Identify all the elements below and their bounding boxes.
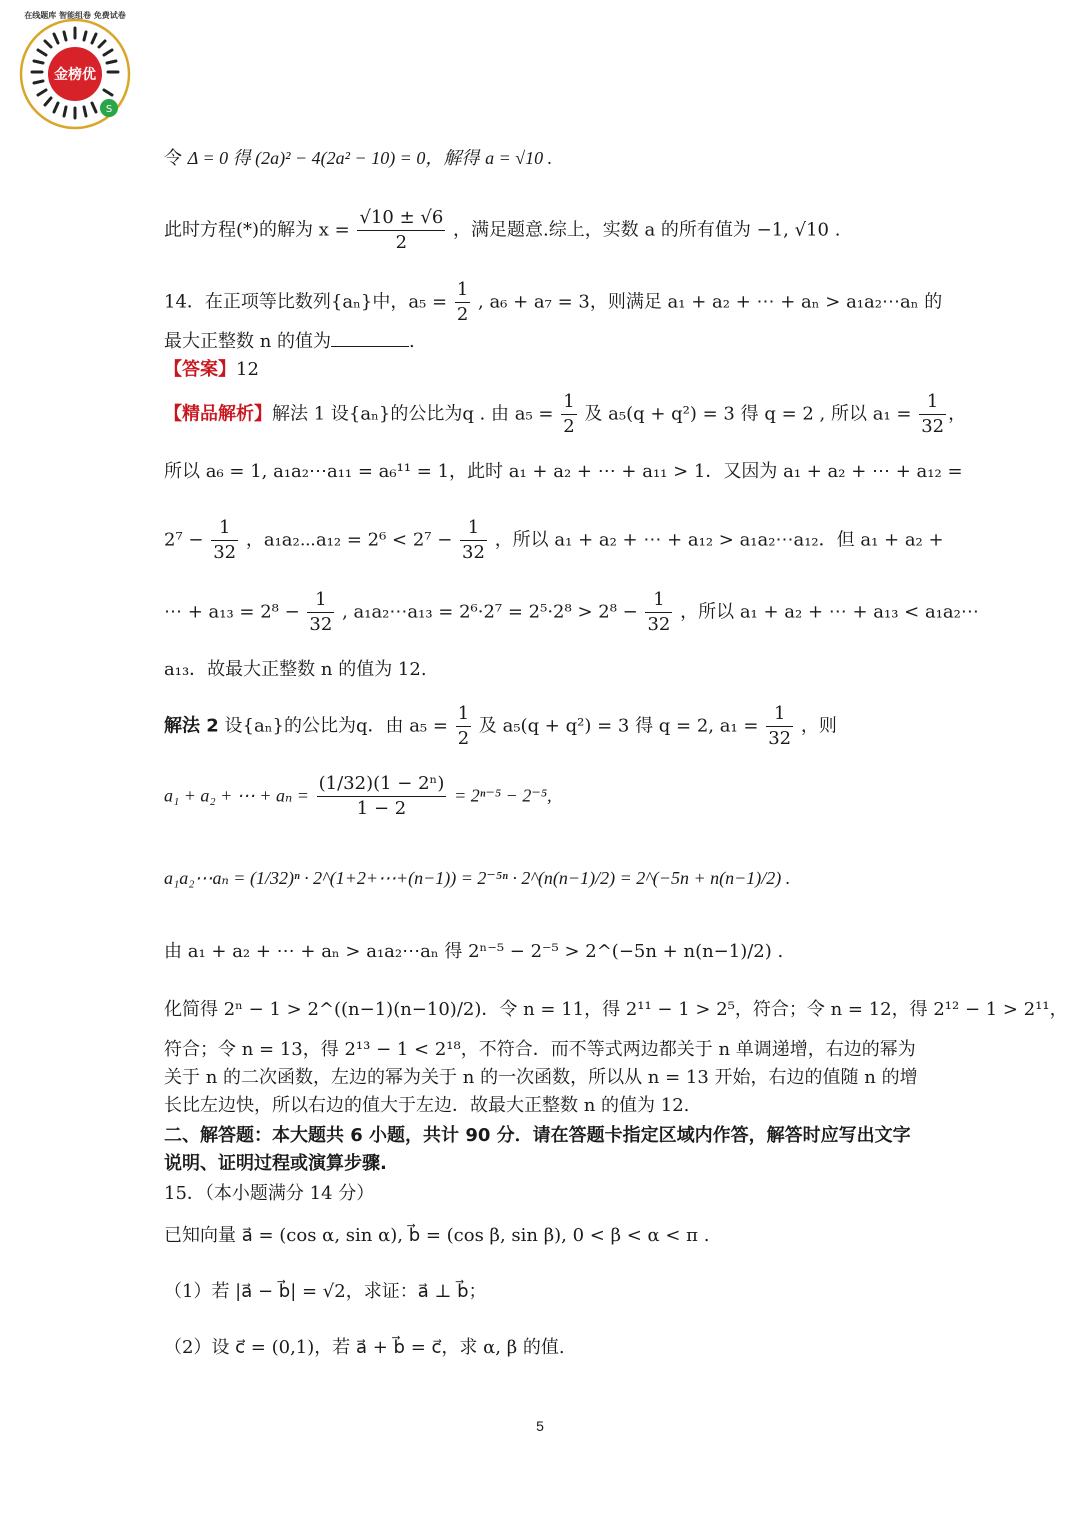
text: ，所以 a₁ + a₂ + ⋯ + a₁₂ > a₁a₂⋯a₁₂．但 a₁ + a₂ + [494, 529, 944, 551]
text: 解法 1 设{aₙ}的公比为q . 由 a₅ = [272, 403, 554, 425]
denominator: 1 − 2 [356, 798, 407, 819]
answer [164, 358, 259, 382]
fraction [357, 206, 445, 255]
numerator: 1 [307, 588, 334, 613]
math: a₁ + a₂ + ⋯ + aₙ = [164, 785, 309, 806]
denominator: 2 [395, 232, 408, 253]
solution-2-line1 [164, 702, 837, 751]
text: 及 a₅(q + q²) = 3 得 q = 2, a₁ = [478, 715, 759, 737]
question-14-line2 [164, 330, 415, 354]
math: a = √10 . [485, 148, 553, 168]
text: ，a₁a₂⋯a₁₂ = 2⁶ < 2⁷ − [245, 529, 453, 551]
fraction [766, 702, 793, 751]
line-solution [164, 206, 840, 255]
numerator: 1 [561, 390, 576, 415]
question-15-title: 15．（本小题满分 14 分） [164, 1183, 375, 1204]
math: a₁a₂⋯aₙ = (1/32)ⁿ · 2^(1+2+⋯+(n−1)) = 2⁻⁵ⁿ · 2^(n(n−1)/2) = 2^(−5n + n(n−1)/2) . [164, 868, 791, 888]
solution-1-line3 [164, 516, 944, 565]
solution-1-line2 [164, 460, 963, 484]
denominator: 32 [462, 542, 485, 563]
text: , a₁a₂⋯a₁₃ = 2⁶·2⁷ = 2⁵·2⁸ > 2⁸ − [342, 601, 638, 623]
text: 14．在正项等比数列{aₙ}中，a₅ = [164, 291, 448, 313]
simplify-line [164, 998, 1068, 1022]
sum-formula [164, 772, 552, 821]
denominator: 32 [768, 728, 792, 749]
answer-blank [331, 330, 409, 347]
text: ，满足题意.综上，实数 a 的所有值为 −1, √10 . [453, 219, 841, 241]
math: Δ = 0 得 (2a)² − 4(2a² − 10) = 0，解得 [187, 148, 480, 168]
fraction [645, 588, 672, 637]
numerator: 1 [919, 390, 946, 415]
fraction [307, 588, 334, 637]
section-heading: 二、解答题：本大题共 6 小题，共计 90 分．请在答题卡指定区域内作答，解答时应写出文字说明、证明过程或演算步骤. [164, 1125, 911, 1174]
solution-1-line1 [164, 390, 966, 439]
numerator: 1 [456, 702, 471, 727]
text: （2）设 c⃗ = (0,1)，若 a⃗ + b⃗ = c⃗，求 α, β 的值. [164, 1337, 565, 1358]
svg-text:S: S [105, 104, 113, 115]
text: 已知向量 a⃗ = (cos α, sin α), b⃗ = (cos β, sin β), 0 < β < α < π . [164, 1225, 710, 1246]
denominator: 32 [647, 614, 671, 635]
product-formula [164, 866, 790, 891]
fraction [460, 516, 487, 565]
denominator: 32 [309, 614, 333, 635]
denominator: 2 [456, 304, 469, 325]
page-number: 5 [536, 1418, 544, 1434]
numerator: 1 [460, 516, 487, 541]
fraction [456, 702, 471, 751]
logo-brand-text: 金榜优 [54, 67, 96, 83]
text: , a₆ + a₇ = 3，则满足 a₁ + a₂ + ⋯ + aₙ > a₁a₂⋯aₙ 的 [478, 291, 943, 313]
numerator: √10 ± √6 [357, 206, 445, 231]
text: . [409, 331, 415, 352]
text: 2⁷ − [164, 529, 204, 551]
text: ，则 [800, 715, 837, 737]
question-14 [164, 278, 942, 327]
numerator: (1/32)(1 − 2ⁿ) [317, 772, 447, 797]
answer-tag: 【答案】 [164, 359, 236, 380]
text: 及 a₅(q + q²) = 3 得 q = 2 , 所以 a₁ = [584, 403, 912, 425]
denominator: 32 [921, 416, 945, 437]
text: 令 [164, 148, 182, 169]
numerator: 1 [455, 278, 470, 303]
numerator: 1 [645, 588, 672, 613]
text: 化简得 2ⁿ − 1 > 2^((n−1)(n−10)/2)．令 n = 11，得 2¹¹ − 1 > 2⁵，符合；令 n = 12，得 2¹² − 1 > 2¹¹， [164, 999, 1068, 1020]
solution-1-line5 [164, 658, 427, 682]
question-15-part2 [164, 1336, 565, 1360]
text: ，所以 a₁ + a₂ + ⋯ + a₁₃ < a₁a₂⋯ [680, 601, 979, 623]
fraction [561, 390, 576, 439]
brand-logo [18, 10, 132, 130]
solution-1-line4 [164, 588, 979, 637]
line-delta [164, 146, 552, 171]
math: = 2ⁿ⁻⁵ − 2⁻⁵, [454, 785, 552, 806]
logo-ring-text: 在线题库 智能组卷 免费试卷 [24, 11, 126, 20]
denominator: 2 [457, 728, 470, 749]
fraction [455, 278, 470, 327]
fraction [919, 390, 946, 439]
question-15-stem [164, 1224, 709, 1248]
text: （1）若 |a⃗ − b⃗| = √2，求证：a⃗ ⊥ b⃗； [164, 1281, 487, 1302]
conclusion-paragraph: 符合；令 n = 13，得 2¹³ − 1 < 2¹⁸，不符合．而不等式两边都关于 n 单调递增，右边的幂为关于 n 的二次函数，左边的幂为关于 n 的一次函数，所以从 n = 13 开始，右边的值随 n 的增长比左边快，所以右边的值大于左边．故最大正整数 n 的值为 12. [164, 1039, 918, 1116]
numerator: 1 [766, 702, 793, 727]
text: ， [948, 403, 967, 425]
question-15-part1 [164, 1280, 487, 1304]
text: 由 a₁ + a₂ + ⋯ + aₙ > a₁a₂⋯aₙ 得 2ⁿ⁻⁵ − 2⁻⁵ > 2^(−5n + n(n−1)/2) . [164, 941, 784, 962]
denominator: 32 [213, 542, 237, 563]
text: 此时方程(*)的解为 x = [164, 219, 350, 241]
method-label: 解法 2 [164, 715, 219, 737]
fraction [211, 516, 238, 565]
denominator: 2 [563, 416, 575, 437]
text: 所以 a₆ = 1, a₁a₂⋯a₁₁ = a₆¹¹ = 1，此时 a₁ + a₂ + ⋯ + a₁₁ > 1．又因为 a₁ + a₂ + ⋯ + a₁₂ = [164, 461, 963, 482]
fraction [317, 772, 447, 821]
answer-value: 12 [236, 359, 259, 380]
text: a₁₃．故最大正整数 n 的值为 12. [164, 659, 427, 680]
text: ⋯ + a₁₃ = 2⁸ − [164, 601, 300, 623]
text: 最大正整数 n 的值为 [164, 331, 332, 352]
numerator: 1 [211, 516, 238, 541]
solution-tag: 【精品解析】 [164, 403, 272, 425]
inequality [164, 940, 783, 964]
text: 设{aₙ}的公比为q．由 a₅ = [224, 715, 448, 737]
